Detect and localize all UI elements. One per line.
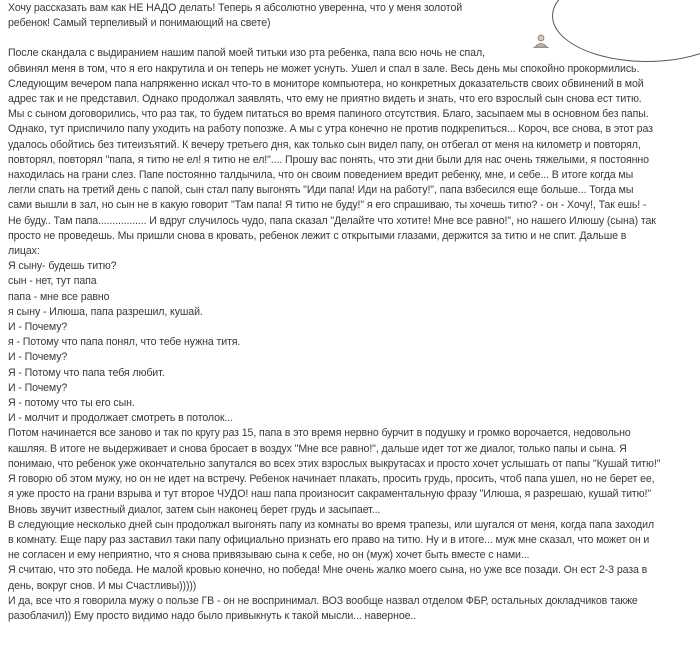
text-line: сын - нет, тут папа: [8, 275, 97, 288]
text-line: Не буду.. Там папа................. И вдруг случилось чудо, папа сказал "Делайте что хотите! Мне все равно!", но нашего Илюшу (сына) так: [8, 214, 656, 227]
text-line: Хочу рассказать вам как НЕ НАДО делать! Теперь я абсолютно уверенна, что у меня золотой: [8, 2, 463, 14]
text-line: Я говорю об этом мужу, но он не идет на встречу. Ребенок начинает плакать, просить грудь, просить, чтоб папа ушел, но не берет ее,: [8, 473, 655, 486]
text-line: не согласен и ему неприятно, что я снова привязываю сына к себе, но он (муж) хочет быть вместе с нами...: [8, 549, 530, 562]
text-line: Я - потому что ты его сын.: [8, 397, 135, 410]
text-line: И - Почему?: [8, 381, 68, 394]
text-line: Следующим вечером папа напряженно искал что-то в мониторе компьютера, но конкретных доказательств своих обвинений в мой: [8, 77, 644, 90]
text-line: обвинял меня в том, что я его накрутила и он теперь не может уснуть. Ушел и спал в зале. Весь день мы спокойно прокормились.: [8, 62, 640, 75]
text-line: день, вокруг снов. И мы Счастливы))))): [8, 579, 197, 592]
text-line: сами вышли в зал, но сын не в какую говорит "Там папа! Я титю не буду!" я его спрашиваю, ты хочешь титю? - он - Хочу!, Так ешь! -: [8, 199, 647, 212]
text-line: удалось обойтись без титеизъятий. К вечеру третьего дня, как только сын видел папу, он отбегал от меня на километр и повторял,: [8, 138, 641, 151]
text-line: легли спать на третий день с папой, сын стал папу выгонять "Иди папа! Иди на работу!", папа взбесился еще больше... Тогда мы: [8, 184, 634, 197]
text-line: понимаю, что ребенок уже окончательно запутался во всех этих взрослых выкрутасах и просто хочет услышать от папы "Кушай титю!": [8, 457, 661, 470]
text-line: ребенок! Самый терпеливый и понимающий на свете): [8, 17, 271, 30]
text-line: папа - мне все равно: [8, 290, 110, 303]
text-line: просто не проведешь. Мы пришли снова в кровать, ребенок лежит с открытыми глазами, держится за титю и не спит. Дальше в: [8, 229, 627, 242]
post-story: [8, 46, 690, 624]
text-line: я уже просто на грани взрыва и тут второе ЧУДО! наш папа произносит сакраментальную фразу "Илюша, я разрешаю, кушай титю!": [8, 488, 651, 501]
text-line: И да, все что я говорила мужу о пользе ГВ - он не воспринимал. ВОЗ вообще назвал отделом ФБР, остальных докладчиков также: [8, 594, 638, 607]
post-intro: [8, 1, 690, 31]
text-line: я сыну - Илюша, папа разрешил, кушай.: [8, 305, 203, 318]
text-line: находилась на грани слез. Папе постоянно талдычила, что он своим поведением вредит ребенку, мне, и себе... В итоге когда мы: [8, 169, 634, 182]
text-line: И - молчит и продолжает смотреть в потолок...: [8, 412, 233, 425]
text-line: После скандала с выдиранием нашим папой моей титьки изо рта ребенка, папа всю ночь не спал,: [8, 47, 485, 60]
text-line: Я - Потому что папа тебя любит.: [8, 366, 165, 379]
text-line: Я сыну- будешь титю?: [8, 260, 117, 273]
text-line: И - Почему?: [8, 351, 68, 364]
text-line: Я считаю, что это победа. Не малой кровью конечно, но победа! Мне очень жалко моего сына, но уже все позади. Он ест 2-3 раза в: [8, 564, 648, 577]
text-line: лицах:: [8, 245, 40, 258]
text-line: И - Почему?: [8, 321, 68, 334]
text-line: в комнату. Еще пару раз заставил таки папу официально признать его право на титю. Ну и в итоге... муж мне сказал, что может он и: [8, 533, 650, 546]
text-line: кашляя. В итоге не выдерживает и снова бросает в воздух "Мне все равно!", дальше идет тот же диалог, только папы и сына. Я: [8, 442, 627, 455]
post-body: [8, 1, 690, 624]
text-line: Мы с сыном договорились, что раз так, то будем питаться во время папиного отсутствия. Благо, засыпаем мы в основном без папы.: [8, 108, 649, 121]
text-line: Потом начинается все заново и так по кругу раз 15, папа в это время нервно бурчит в подушку и громко ворочается, недовольно: [8, 427, 631, 440]
text-line: Вновь звучит известный диалог, затем сын наконец берет грудь и засыпает...: [8, 503, 381, 516]
text-line: Однако, тут приспичило папу уходить на работу попозже. А мы с утра конечно не против подкрепиться... Короч, все снова, в этот раз: [8, 123, 653, 136]
text-line: повторял, повторял "папа, я титю не ел! я титю не ел!".... Прошу вас понять, что эти дни были для нас очень тяжелыми, я постоянно: [8, 153, 649, 166]
text-line: разоблачил)) Ему просто видимо надо было привыкнуть к такой мысли... наверное..: [8, 609, 417, 622]
text-line: адрес так и не представил. Однако продолжал заявлять, что ему не приятно видеть и знать, что его взрослый сын снова ест титю.: [8, 93, 642, 106]
text-line: В следующие несколько дней сын продолжал выгонять папу из комнаты во время трапезы, или шугался от меня, когда папа заходил: [8, 518, 654, 531]
text-line: я - Потому что папа понял, что тебе нужна титя.: [8, 336, 241, 349]
